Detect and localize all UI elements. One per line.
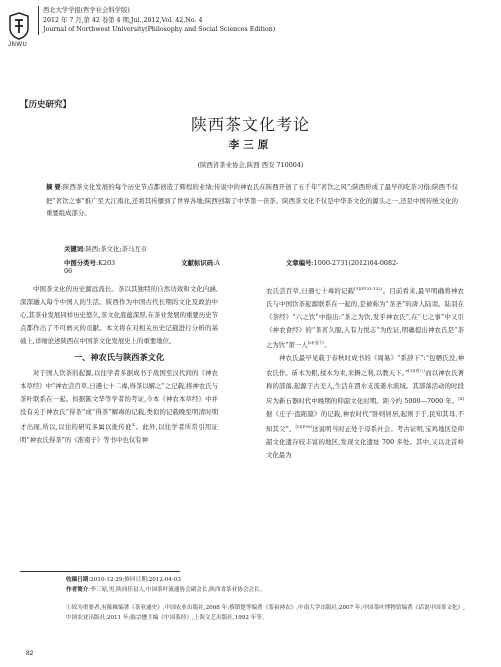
issue-info: 2012 年 7 月,第 42 卷第 4 期,Jul.,2012,Vol. 42,No. 4 (43, 16, 203, 24)
citation: [5](P99) (295, 423, 313, 429)
received-label: 收稿日期 (66, 577, 89, 583)
journal-name-english: Journal of Northwest University(Philosophy and Social Sciences Edition) (43, 26, 276, 33)
section-heading: 一、神农氏与陕西茶文化 (73, 352, 165, 362)
journal-header (8, 6, 308, 54)
received-dates: :2010-12-29;修回日期:2012-04-03 (88, 577, 181, 583)
author-bio: :李三原,男,陕西佳县人,中国茶叶流通协会副会长,陕西省茶业协会会长。 (88, 586, 266, 593)
article-title: 陕西茶文化考论 (190, 115, 310, 134)
doc-code-label: 文献标识码 (181, 260, 214, 267)
body-text: 对于国人饮茶的起源,以往学者多据成书于战国至汉代间的《神农本草经》中“神农尝百草,日遇七十二毒,得茶以解之”之记载,将神农氏与茶叶联系在一起。但据陈文华等学者的考证,今本《神农本草经》中并没有关于神农氏“得茶”或“得茶”解毒的记载,类似的记载晚至明清时期才出现,所以,以往的研究多属以讹传讹 (20, 369, 218, 432)
doc-code-value: :A (213, 259, 220, 267)
body-text: 据《庄子·盗跖篇》的记载,神农时代“卧则居居,起则于于,民知其母,不知其父”。 (266, 409, 464, 433)
clc-label: 中图分类号 (64, 260, 96, 267)
citation: [2](卷下) (307, 339, 325, 345)
body-paragraph (266, 352, 464, 462)
citation: [1](P131-132) (354, 286, 383, 291)
author-affiliation: (陕西省茶业协会,陕西 西安 710004) (197, 161, 304, 169)
classification-line (64, 258, 458, 275)
abstract-label: 摘 要 (46, 184, 61, 191)
abstract (46, 181, 458, 220)
keywords-label: 关键词 (64, 246, 84, 253)
citation: [4] (458, 395, 464, 401)
author-name: 李三原 (228, 139, 273, 151)
journal-name: 西北大学学报(哲学社会科学版) (43, 7, 130, 14)
body-text: 。目前看来,最早明确将神农氏与中国饮茶起源联系在一起的,是被称为“茶圣”的唐人陆羽。陆羽在《茶经》“六之饮”中指出:“茶之为饮,发乎神农氏”,在“七之事”中又引《神农食经》的“茶茗久服,人有力悦志”为佐证,明确提出神农氏是“茶之为饮”第一人 (266, 287, 465, 349)
right-column (266, 283, 464, 461)
page-number: 82 (26, 650, 34, 657)
body-text: 神农氏最早见载于春秋时成书的《周易》“系辞下”:“包牺氏没,神农氏作。斫木为耜,揉木为耒,耒耨之利,以教天下。” (266, 353, 464, 377)
footnote-marker: ① (131, 422, 136, 428)
body-paragraph (20, 367, 218, 447)
citation: [3](卷八) (408, 367, 426, 373)
body-text: 而以神农氏著称的部落,起源于古羌人,生活在渭水支流姜水流域。其部落活动的时段应为新石器时代中晚期的仰韶文化时期。距今约 5000—7000 年。 (266, 368, 464, 405)
author-bio-label: 作者简介 (66, 586, 89, 593)
body-paragraph (266, 283, 464, 352)
footnote-divider (20, 571, 180, 572)
body-text: 。 (324, 340, 331, 349)
logo-caption: JNWU (8, 42, 28, 48)
keywords-text: :陕西;茶文化;茶马互市 (83, 245, 148, 253)
body-text: 。此外,以往学者所常引用证明“神农氏得茶”的《淮南子》等书中也仅有神 (20, 423, 219, 445)
abstract-text: :陕西茶文化发展的每个历史节点都创造了辉煌的业绩;传说中的神农氏在陕西开创了五千年“茗饮之风”;陕西形成了最早的吃茶习俗;陕西不仅把“茗饮之事”推广至大江南北,还将其传播到了世界各地;陕西创制了中华第一茯茶。陕西茶文化不仅是中华茶文化的源头之一,还是中国传统文化的重要组成部分。 (46, 183, 458, 217)
clc-value: :K203 (95, 259, 116, 267)
body-text: 这说明当时正处于母系社会。考古证明,宝鸡地区是仰韶文化遗存较丰富的地区,发现文化遗址 700 多处。其中,又以北首岭文化最为 (266, 424, 464, 459)
body-text: 农氏尝百草,日遇七十毒的记载 (266, 287, 355, 296)
keywords (64, 244, 458, 253)
section-tag: 【历史研究】 (20, 99, 72, 109)
article-number-label: 文章编号 (285, 260, 312, 267)
intro-paragraph: 中国茶文化的历史源远流长。茶以其独特的自然功效和文化内涵,深深融入每个中国人的生活。陕西作为中国古代长期的文化及政治中心,其茶业发展同样历史悠久,茶文化底蕴深厚,在茶业发展的重要历史节点都作出了不可磨灭的贡献。本文将在对相关历史记载进行分析的基础上,详细论述陕西在中国茶文化发展史上的重要地位。 (20, 285, 218, 345)
article-number-value: :1000-2731(2012)04-0082-06 (64, 259, 399, 275)
article-metadata (66, 576, 466, 595)
footnote: ①较为重要者,有陈椽编著《茶业通史》,中国农业出版社,2008 年;蔡镇楚等编著《茶祖神农》,中南大学出版社,2007 年;中国茶叶博物馆编著《话说中国茶文化》,中国农业出版社,2011 年;陈宗懋主编《中国茶经》,上海文艺出版社,1992 年等。 (66, 605, 465, 621)
left-column (20, 283, 218, 447)
journal-logo-icon (8, 12, 30, 40)
